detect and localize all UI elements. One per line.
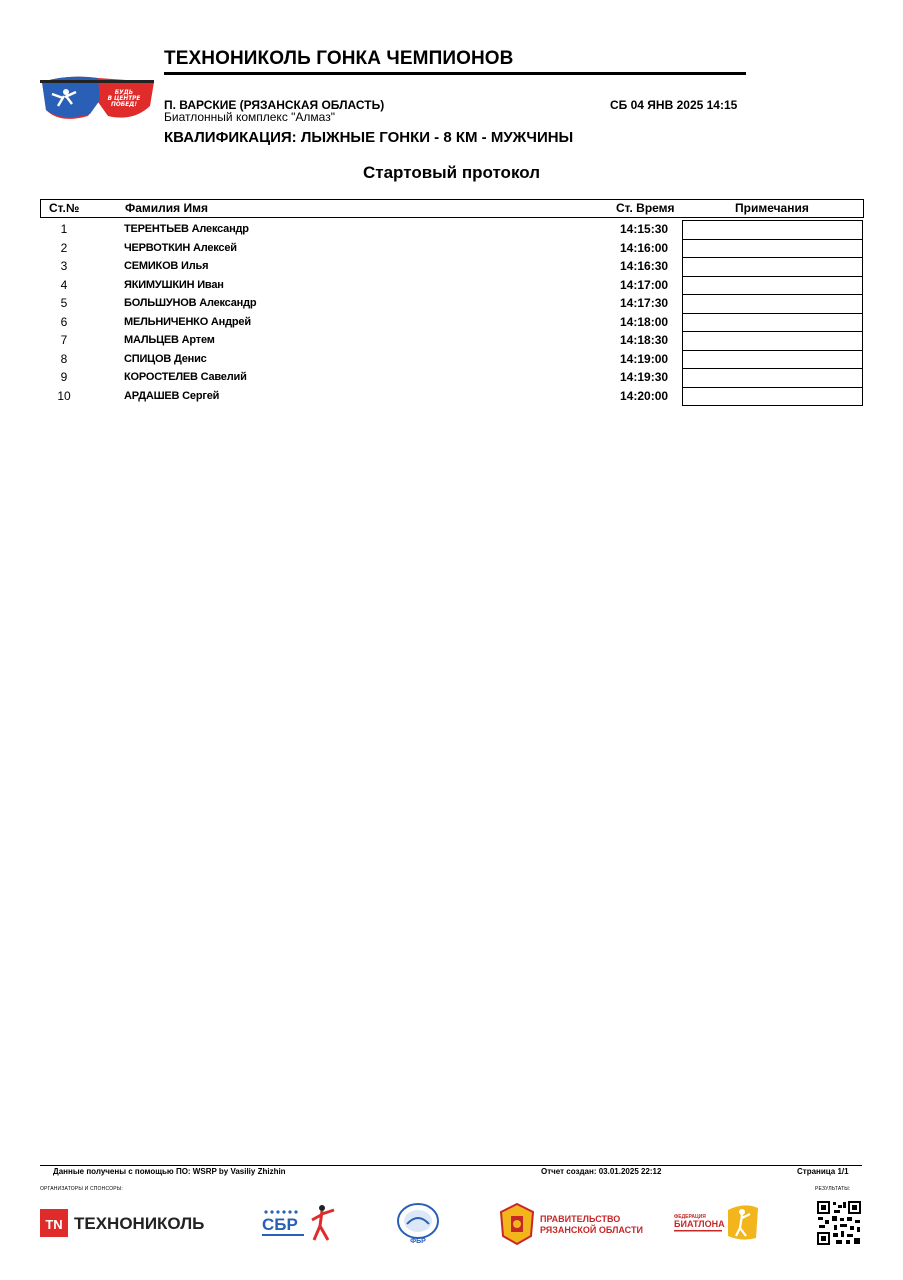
- biathlon-federation-line1: ФЕДЕРАЦИЯ: [674, 1214, 706, 1220]
- row-start-time: 14:16:00: [620, 240, 669, 255]
- page-number: Страница 1/1: [797, 1167, 849, 1176]
- fbr-logo: [395, 1200, 441, 1246]
- results-qr-code[interactable]: [816, 1200, 862, 1246]
- row-bib: 3: [60, 259, 68, 273]
- row-bib: 9: [60, 370, 68, 384]
- table-row: [40, 387, 863, 406]
- ryazan-government-logo: [497, 1200, 643, 1246]
- organizers-label: ОРГАНИЗАТОРЫ И СПОНСОРЫ:: [40, 1186, 123, 1192]
- row-bib: 4: [60, 277, 68, 292]
- row-bib: 10: [57, 388, 71, 403]
- row-start-time: 14:17:30: [620, 296, 669, 310]
- table-header: [40, 199, 864, 218]
- results-label: РЕЗУЛЬТАТЫ:: [815, 1186, 851, 1192]
- table-row: [40, 313, 863, 332]
- table-row: [40, 239, 863, 258]
- row-notes-cell: [682, 313, 863, 333]
- report-created: Отчет создан: 03.01.2025 22:12: [541, 1167, 662, 1176]
- row-notes-cell: [682, 239, 863, 259]
- venue-subtitle: Биатлонный комплекс "Алмаз": [164, 110, 335, 124]
- row-athlete-name: БОЛЬШУНОВ Александр: [124, 297, 257, 309]
- table-row: [40, 350, 863, 369]
- event-datetime: СБ 04 ЯНВ 2025 14:15: [610, 98, 738, 112]
- row-notes-cell: [682, 276, 863, 296]
- footer-divider: [40, 1165, 862, 1166]
- row-bib: 5: [60, 296, 68, 310]
- table-row: [40, 220, 863, 239]
- row-athlete-name: МАЛЬЦЕВ Артем: [124, 334, 215, 346]
- row-start-time: 14:16:30: [620, 259, 669, 273]
- event-logo: [38, 72, 156, 124]
- column-header-start-time: Ст. Время: [616, 201, 675, 215]
- row-start-time: 14:20:00: [620, 388, 669, 403]
- row-athlete-name: ТЕРЕНТЬЕВ Александр: [124, 223, 249, 235]
- event-title: ТЕХНОНИКОЛЬ ГОНКА ЧЕМПИОНОВ: [164, 48, 514, 69]
- technonikol-logo: [40, 1200, 210, 1246]
- row-athlete-name: ЧЕРВОТКИН Алексей: [124, 241, 237, 254]
- row-start-time: 14:18:00: [620, 314, 669, 329]
- svg-text:В ЦЕНТРЕ: В ЦЕНТРЕ: [107, 96, 141, 102]
- row-notes-cell: [682, 257, 863, 277]
- row-athlete-name: МЕЛЬНИЧЕНКО Андрей: [124, 315, 251, 328]
- biathlon-federation-line2: БИАТЛОНА: [674, 1219, 725, 1229]
- row-bib: 8: [60, 351, 68, 366]
- svg-text:БУДЬ: БУДЬ: [114, 90, 134, 96]
- data-source-note: Данные получены с помощью ПО: WSRP by Vasiliy Zhizhin: [53, 1167, 286, 1176]
- row-start-time: 14:19:30: [620, 370, 669, 384]
- table-row: [40, 257, 863, 276]
- row-bib: 6: [60, 314, 68, 329]
- sbr-logo: [262, 1200, 342, 1246]
- row-bib: 1: [60, 222, 68, 236]
- title-divider: [164, 72, 746, 75]
- row-bib: 7: [60, 333, 68, 347]
- column-header-name: Фамилия Имя: [125, 201, 209, 215]
- venue: П. ВАРСКИЕ (РЯЗАНСКАЯ ОБЛАСТЬ): [164, 98, 385, 112]
- row-notes-cell: [682, 331, 863, 351]
- ryazan-gov-line1: ПРАВИТЕЛЬСТВО: [540, 1214, 621, 1224]
- race-title: КВАЛИФИКАЦИЯ: ЛЫЖНЫЕ ГОНКИ - 8 КМ - МУЖЧИНЫ: [164, 129, 574, 146]
- row-athlete-name: СЕМИКОВ Илья: [124, 260, 209, 272]
- row-athlete-name: СПИЦОВ Денис: [124, 352, 207, 365]
- row-notes-cell: [682, 220, 863, 240]
- row-notes-cell: [682, 350, 863, 370]
- ryazan-gov-line2: РЯЗАНСКОЙ ОБЛАСТИ: [540, 1225, 643, 1235]
- technonikol-name: ТЕХНОНИКОЛЬ: [74, 1214, 205, 1233]
- row-notes-cell: [682, 387, 863, 407]
- svg-text:ПОБЕД!: ПОБЕД!: [111, 102, 137, 108]
- row-athlete-name: АРДАШЕВ Сергей: [124, 389, 220, 402]
- row-start-time: 14:19:00: [620, 351, 669, 366]
- column-header-notes: Примечания: [735, 201, 809, 215]
- row-start-time: 14:17:00: [620, 277, 669, 292]
- technonikol-badge: TN: [45, 1217, 63, 1232]
- table-row: [40, 294, 863, 313]
- table-row: [40, 368, 863, 387]
- biathlon-federation-logo: [672, 1200, 762, 1246]
- fbr-name: ФБР: [410, 1238, 426, 1245]
- row-notes-cell: [682, 368, 863, 388]
- column-header-bib: Ст.№: [49, 201, 80, 215]
- row-notes-cell: [682, 294, 863, 314]
- document-title: Стартовый протокол: [363, 163, 540, 182]
- row-athlete-name: КОРОСТЕЛЕВ Савелий: [124, 371, 247, 383]
- row-start-time: 14:18:30: [620, 333, 669, 347]
- row-start-time: 14:15:30: [620, 222, 669, 236]
- row-athlete-name: ЯКИМУШКИН Иван: [124, 278, 224, 291]
- sbr-name: СБР: [262, 1215, 298, 1234]
- row-bib: 2: [60, 240, 68, 255]
- table-row: [40, 331, 863, 350]
- table-row: [40, 276, 863, 295]
